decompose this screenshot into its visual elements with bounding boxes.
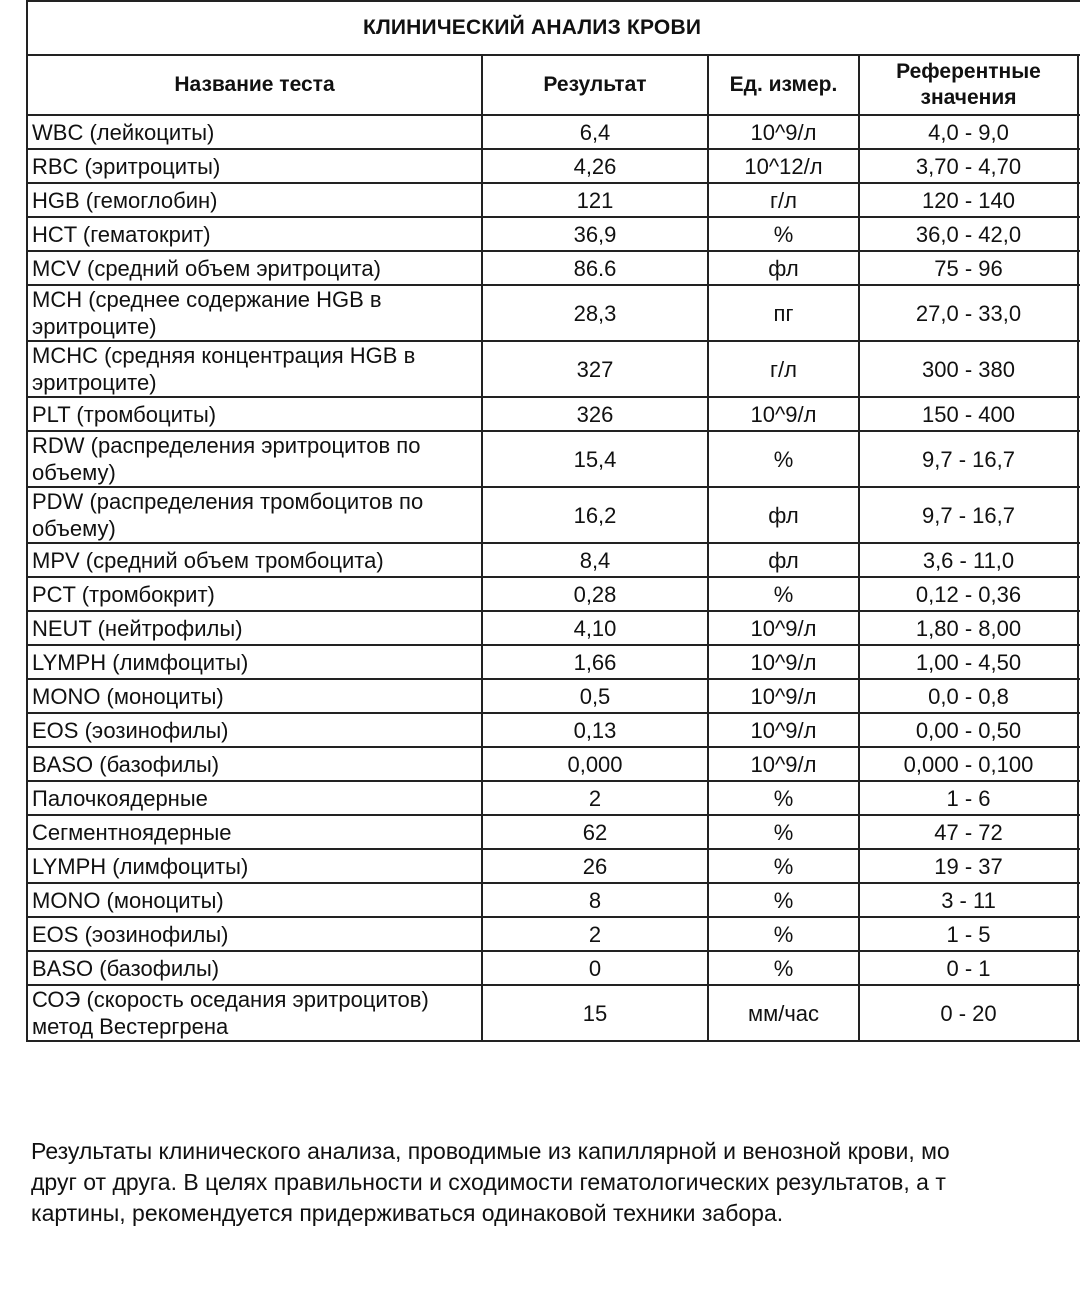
header-test-name: Название теста	[27, 55, 482, 115]
test-name-cell	[27, 815, 482, 849]
test-name-continued: метод Вестергрена	[32, 1014, 229, 1039]
result-value: 8,4	[482, 543, 708, 577]
test-name: MONO (моноциты)	[32, 887, 224, 913]
test-name-cell	[27, 883, 482, 917]
result-value: 15,4	[482, 431, 708, 487]
report-title: КЛИНИЧЕСКИЙ АНАЛИЗ КРОВИ	[362, 16, 702, 39]
result-value: 62	[482, 815, 708, 849]
test-name: RBC (эритроциты)	[32, 153, 221, 179]
test-name: NEUT (нейтрофилы)	[32, 615, 243, 641]
result-value: 15	[482, 985, 708, 1041]
unit-value: г/л	[708, 341, 859, 397]
table-row	[27, 149, 1080, 183]
table-title-row	[27, 1, 1080, 55]
reference-range: 1,00 - 4,50	[859, 645, 1078, 679]
reference-range: 1,80 - 8,00	[859, 611, 1078, 645]
test-name: MCHC (средняя концентрация HGB в	[32, 343, 416, 368]
result-value: 0,5	[482, 679, 708, 713]
reference-range: 0,000 - 0,100	[859, 747, 1078, 781]
table-row	[27, 341, 1080, 397]
reference-range: 0 - 20	[859, 985, 1078, 1041]
test-name-cell	[27, 951, 482, 985]
result-value: 121	[482, 183, 708, 217]
test-name-cell	[27, 487, 482, 543]
result-value: 327	[482, 341, 708, 397]
table-row	[27, 611, 1080, 645]
unit-value: 10^12/л	[708, 149, 859, 183]
table-row	[27, 815, 1080, 849]
unit-value: 10^9/л	[708, 747, 859, 781]
test-name-cell	[27, 397, 482, 431]
footnote	[31, 1136, 1080, 1229]
reference-range: 0,00 - 0,50	[859, 713, 1078, 747]
test-name: PLT (тромбоциты)	[32, 401, 217, 427]
table-row	[27, 985, 1080, 1041]
table-row	[27, 251, 1080, 285]
table-row	[27, 431, 1080, 487]
reference-range: 3,70 - 4,70	[859, 149, 1078, 183]
reference-range: 27,0 - 33,0	[859, 285, 1078, 341]
blood-test-table	[26, 0, 1080, 1042]
table-row	[27, 917, 1080, 951]
result-value: 28,3	[482, 285, 708, 341]
unit-value: %	[708, 781, 859, 815]
result-value: 6,4	[482, 115, 708, 149]
unit-value: %	[708, 917, 859, 951]
header-unit: Ед. измер.	[708, 55, 859, 115]
test-name: BASO (базофилы)	[32, 751, 220, 777]
result-value: 36,9	[482, 217, 708, 251]
table-row	[27, 781, 1080, 815]
result-value: 86.6	[482, 251, 708, 285]
table-row	[27, 645, 1080, 679]
result-value: 0,000	[482, 747, 708, 781]
result-value: 16,2	[482, 487, 708, 543]
test-name-cell	[27, 645, 482, 679]
unit-value: %	[708, 883, 859, 917]
report-sheet	[26, 0, 1080, 1042]
test-name: PCT (тромбокрит)	[32, 581, 215, 607]
result-value: 1,66	[482, 645, 708, 679]
reference-range: 36,0 - 42,0	[859, 217, 1078, 251]
test-name-cell	[27, 431, 482, 487]
test-name-cell	[27, 713, 482, 747]
table-row	[27, 115, 1080, 149]
reference-range: 3,6 - 11,0	[859, 543, 1078, 577]
test-name-cell	[27, 611, 482, 645]
table-row	[27, 397, 1080, 431]
unit-value: %	[708, 815, 859, 849]
unit-value: мм/час	[708, 985, 859, 1041]
unit-value: г/л	[708, 183, 859, 217]
unit-value: %	[708, 577, 859, 611]
reference-range: 150 - 400	[859, 397, 1078, 431]
test-name-continued: эритроците)	[32, 370, 157, 395]
reference-range: 120 - 140	[859, 183, 1078, 217]
result-value: 2	[482, 917, 708, 951]
reference-range: 300 - 380	[859, 341, 1078, 397]
test-name: MCV (средний объем эритроцита)	[32, 255, 381, 281]
reference-range: 1 - 5	[859, 917, 1078, 951]
table-row	[27, 747, 1080, 781]
test-name-cell	[27, 251, 482, 285]
unit-value: 10^9/л	[708, 645, 859, 679]
unit-value: 10^9/л	[708, 713, 859, 747]
unit-value: 10^9/л	[708, 397, 859, 431]
test-name: EOS (эозинофилы)	[32, 717, 229, 743]
test-name: LYMPH (лимфоциты)	[32, 853, 249, 879]
reference-range: 4,0 - 9,0	[859, 115, 1078, 149]
unit-value: %	[708, 849, 859, 883]
unit-value: %	[708, 217, 859, 251]
test-name: MCH (среднее содержание HGB в	[32, 287, 382, 312]
result-value: 26	[482, 849, 708, 883]
result-value: 2	[482, 781, 708, 815]
test-name-cell	[27, 285, 482, 341]
test-name: WBC (лейкоциты)	[32, 119, 215, 145]
test-name-cell	[27, 115, 482, 149]
test-name-cell	[27, 577, 482, 611]
test-name: Сегментноядерные	[32, 819, 232, 845]
test-name: LYMPH (лимфоциты)	[32, 649, 249, 675]
result-value: 326	[482, 397, 708, 431]
test-name-cell	[27, 341, 482, 397]
test-name-cell	[27, 917, 482, 951]
result-value: 4,26	[482, 149, 708, 183]
test-name-continued: эритроците)	[32, 314, 157, 339]
test-name-continued: объему)	[32, 460, 116, 485]
unit-value: 10^9/л	[708, 115, 859, 149]
table-row	[27, 183, 1080, 217]
reference-range: 0,0 - 0,8	[859, 679, 1078, 713]
test-name-cell	[27, 781, 482, 815]
test-name: MONO (моноциты)	[32, 683, 224, 709]
reference-range: 0,12 - 0,36	[859, 577, 1078, 611]
table-row	[27, 577, 1080, 611]
reference-range: 9,7 - 16,7	[859, 431, 1078, 487]
result-value: 0	[482, 951, 708, 985]
unit-value: 10^9/л	[708, 679, 859, 713]
header-reference-line1: Референтные	[896, 60, 1041, 83]
table-header-row	[27, 55, 1080, 115]
unit-value: пг	[708, 285, 859, 341]
test-name-cell	[27, 183, 482, 217]
table-row	[27, 849, 1080, 883]
table-body	[27, 115, 1080, 1041]
test-name: BASO (базофилы)	[32, 955, 220, 981]
footnote-line-1: Результаты клинического анализа, проводимые из капиллярной и венозной крови, мо	[31, 1138, 950, 1164]
table-row	[27, 543, 1080, 577]
test-name-cell	[27, 747, 482, 781]
table-row	[27, 883, 1080, 917]
header-reference	[859, 55, 1078, 115]
table-row	[27, 951, 1080, 985]
unit-value: фл	[708, 251, 859, 285]
test-name-cell	[27, 679, 482, 713]
result-value: 0,13	[482, 713, 708, 747]
footnote-line-2: друг от друга. В целях правильности и сходимости гематологических результатов, а т	[31, 1169, 946, 1195]
reference-range: 3 - 11	[859, 883, 1078, 917]
table-row	[27, 285, 1080, 341]
table-row	[27, 713, 1080, 747]
unit-value: %	[708, 951, 859, 985]
test-name: RDW (распределения эритроцитов по	[32, 433, 421, 458]
test-name: HGB (гемоглобин)	[32, 187, 218, 213]
report-title-cell	[27, 1, 1080, 55]
test-name-cell	[27, 217, 482, 251]
test-name: MPV (средний объем тромбоцита)	[32, 547, 384, 573]
unit-value: 10^9/л	[708, 611, 859, 645]
test-name-continued: объему)	[32, 516, 116, 541]
test-name: EOS (эозинофилы)	[32, 921, 229, 947]
reference-range: 75 - 96	[859, 251, 1078, 285]
reference-range: 1 - 6	[859, 781, 1078, 815]
result-value: 8	[482, 883, 708, 917]
reference-range: 9,7 - 16,7	[859, 487, 1078, 543]
unit-value: фл	[708, 487, 859, 543]
reference-range: 47 - 72	[859, 815, 1078, 849]
test-name: HCT (гематокрит)	[32, 221, 211, 247]
result-value: 4,10	[482, 611, 708, 645]
header-result: Результат	[482, 55, 708, 115]
unit-value: %	[708, 431, 859, 487]
table-row	[27, 487, 1080, 543]
test-name-cell	[27, 149, 482, 183]
footnote-line-3: картины, рекомендуется придерживаться одинаковой техники забора.	[31, 1200, 784, 1226]
table-row	[27, 679, 1080, 713]
test-name-cell	[27, 849, 482, 883]
test-name: Палочкоядерные	[32, 785, 208, 811]
test-name: PDW (распределения тромбоцитов по	[32, 489, 424, 514]
header-reference-line2: значения	[920, 86, 1017, 109]
reference-range: 0 - 1	[859, 951, 1078, 985]
test-name: СОЭ (скорость оседания эритроцитов)	[32, 987, 429, 1012]
reference-range: 19 - 37	[859, 849, 1078, 883]
result-value: 0,28	[482, 577, 708, 611]
test-name-cell	[27, 543, 482, 577]
unit-value: фл	[708, 543, 859, 577]
test-name-cell	[27, 985, 482, 1041]
table-row	[27, 217, 1080, 251]
